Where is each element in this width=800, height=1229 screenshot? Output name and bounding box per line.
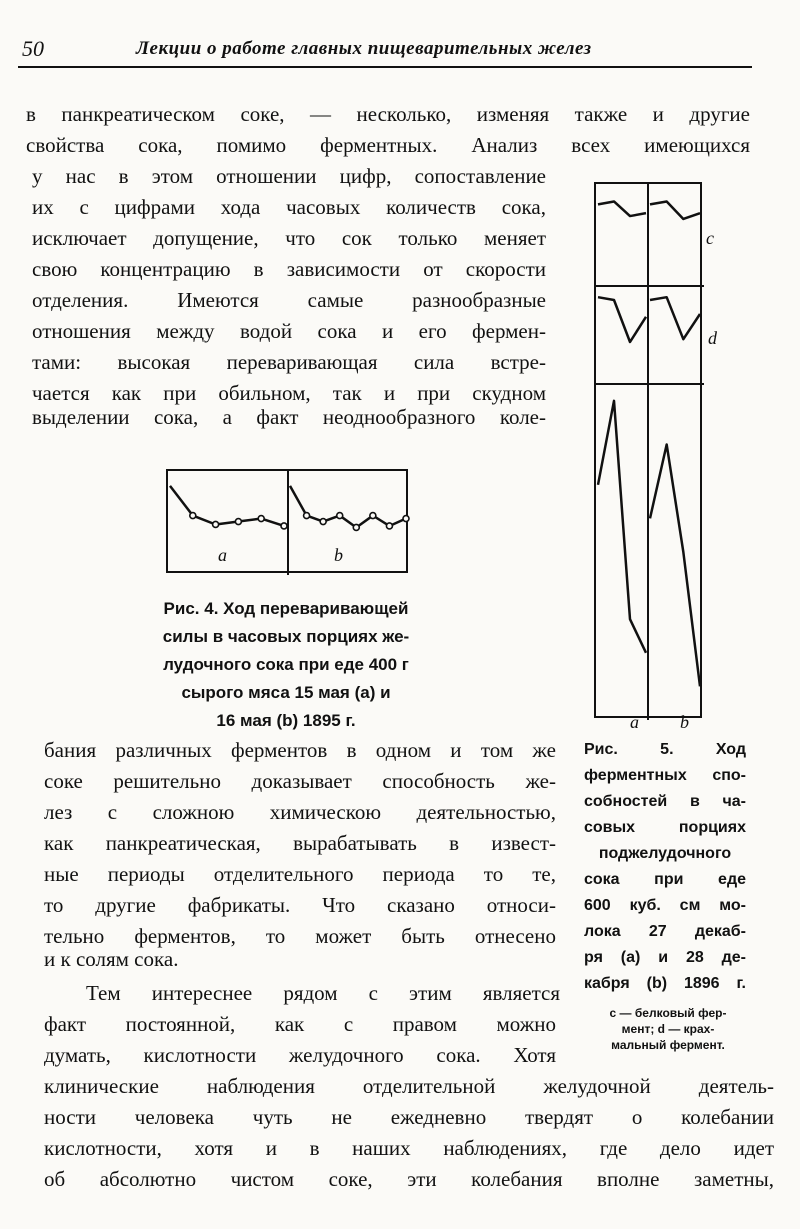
text-line: выделении сока, а факт неоднообразного коле- — [32, 405, 546, 429]
fig5-d-b-line — [650, 297, 700, 339]
text-line: и к солям сока. — [44, 947, 179, 971]
text-line: отношения между водой сока и его фермен- — [32, 319, 546, 343]
figure-4-svg — [168, 471, 410, 575]
fig4-series-b-point — [386, 523, 392, 529]
fig4-series-b-point — [353, 524, 359, 530]
figure-4-plot — [166, 469, 408, 573]
figure-5-legend — [590, 1005, 746, 1053]
figure-4-label-b: b — [334, 545, 343, 565]
figure-5-plot — [594, 182, 702, 718]
legend-line: с — белковый фер- — [609, 1006, 727, 1020]
fig4-series-a-point — [235, 519, 241, 525]
figure-5-label-d: d — [708, 328, 717, 348]
caption-line: совых порциях — [584, 819, 746, 836]
fig5-d-a-line — [598, 297, 646, 342]
caption-line: лока 27 декаб- — [584, 923, 746, 940]
text-line: в панкреатическом соке, — несколько, изменяя также и другие — [26, 102, 750, 126]
text-line: думать, кислотности желудочного сока. Хотя — [44, 1043, 556, 1067]
text-line: об абсолютно чистом соке, эти колебания вполне заметны, — [44, 1167, 774, 1191]
fig4-series-a-point — [281, 523, 287, 529]
text-line: ности человека чуть не ежедневно твердят о колебании — [44, 1105, 774, 1129]
fig5-c-a-line — [598, 201, 646, 216]
fig4-series-b-point — [304, 513, 310, 519]
fig4-series-b-point — [337, 513, 343, 519]
legend-line: мент; d — крах- — [621, 1022, 715, 1036]
fig4-series-b-point — [320, 519, 326, 525]
text-line: тельно ферментов, то может быть отнесено — [44, 924, 556, 948]
figure-4-caption — [130, 595, 442, 735]
figure-4-label-a: a — [218, 545, 227, 565]
figure-5-svg — [596, 184, 704, 720]
text-line: как панкреатическая, вырабатывать в извест- — [44, 831, 556, 855]
text-line: кислотности, хотя и в наших наблюдениях, где дело идет — [44, 1136, 774, 1160]
text-line: их с цифрами хода часовых количеств сока, — [32, 195, 546, 219]
caption-line: ферментных спо- — [584, 767, 746, 784]
caption-line: собностей в ча- — [584, 793, 746, 810]
figure-5-label-a: a — [630, 712, 639, 732]
text-line: бания различных ферментов в одном и том же — [44, 738, 556, 762]
caption-line: сока при еде — [584, 871, 746, 888]
fig4-series-b-point — [403, 516, 409, 522]
legend-line: мальный фермент. — [611, 1038, 725, 1052]
text-line: чается как при обильном, так и при скудном — [32, 381, 546, 405]
fig5-large-a-line — [598, 401, 646, 653]
text-line: соке решительно доказывает способность же- — [44, 769, 556, 793]
text-line: свою концентрацию в зависимости от скорости — [32, 257, 546, 281]
text-line: то другие фабрикаты. Что сказано относи- — [44, 893, 556, 917]
text-line: свойства сока, помимо ферментных. Анализ всех имеющихся — [26, 133, 750, 157]
caption-line: сырого мяса 15 мая (a) и — [181, 683, 391, 702]
caption-line: 16 мая (b) 1895 г. — [216, 711, 356, 730]
caption-line: силы в часовых порциях же- — [162, 627, 410, 646]
text-line: клинические наблюдения отделительной желудочной деятель- — [44, 1074, 774, 1098]
text-line: тами: высокая переваривающая сила встре- — [32, 350, 546, 374]
caption-line: Рис. 5. Ход — [584, 741, 746, 758]
figure-5-caption — [584, 737, 746, 997]
fig4-series-a-point — [190, 513, 196, 519]
caption-line: 600 куб. см мо- — [584, 897, 746, 914]
running-title: Лекции о работе главных пищеварительных желез — [136, 38, 592, 59]
caption-line: Рис. 4. Ход переваривающей — [163, 599, 409, 618]
fig5-c-b-line — [650, 201, 700, 218]
figure-5-label-c: c — [706, 228, 714, 248]
page-header — [18, 36, 752, 68]
caption-line: поджелудочного — [598, 845, 732, 862]
caption-line: ря (a) и 28 де- — [584, 949, 746, 966]
caption-line: кабря (b) 1896 г. — [584, 975, 746, 992]
caption-line: лудочного сока при еде 400 г — [163, 655, 409, 674]
text-line: лез с сложною химическою деятельностью, — [44, 800, 556, 824]
fig4-series-a-line — [170, 486, 284, 526]
figure-5-label-b: b — [680, 712, 689, 732]
page-number: 50 — [22, 36, 44, 61]
text-line: исключает допущение, что сок только меняет — [32, 226, 546, 250]
fig4-series-b-point — [370, 513, 376, 519]
text-line: факт постоянной, как с правом можно — [44, 1012, 556, 1036]
text-line: ные периоды отделительного периода то те, — [44, 862, 556, 886]
fig4-series-a-point — [213, 521, 219, 527]
fig4-series-b-line — [290, 486, 406, 528]
fig4-series-a-point — [258, 516, 264, 522]
fig5-large-b-line — [650, 444, 700, 686]
text-line: отделения. Имеются самые разнообразные — [32, 288, 546, 312]
text-line: Тем интереснее рядом с этим является — [86, 981, 560, 1005]
text-line: у нас в этом отношении цифр, сопоставление — [32, 164, 546, 188]
